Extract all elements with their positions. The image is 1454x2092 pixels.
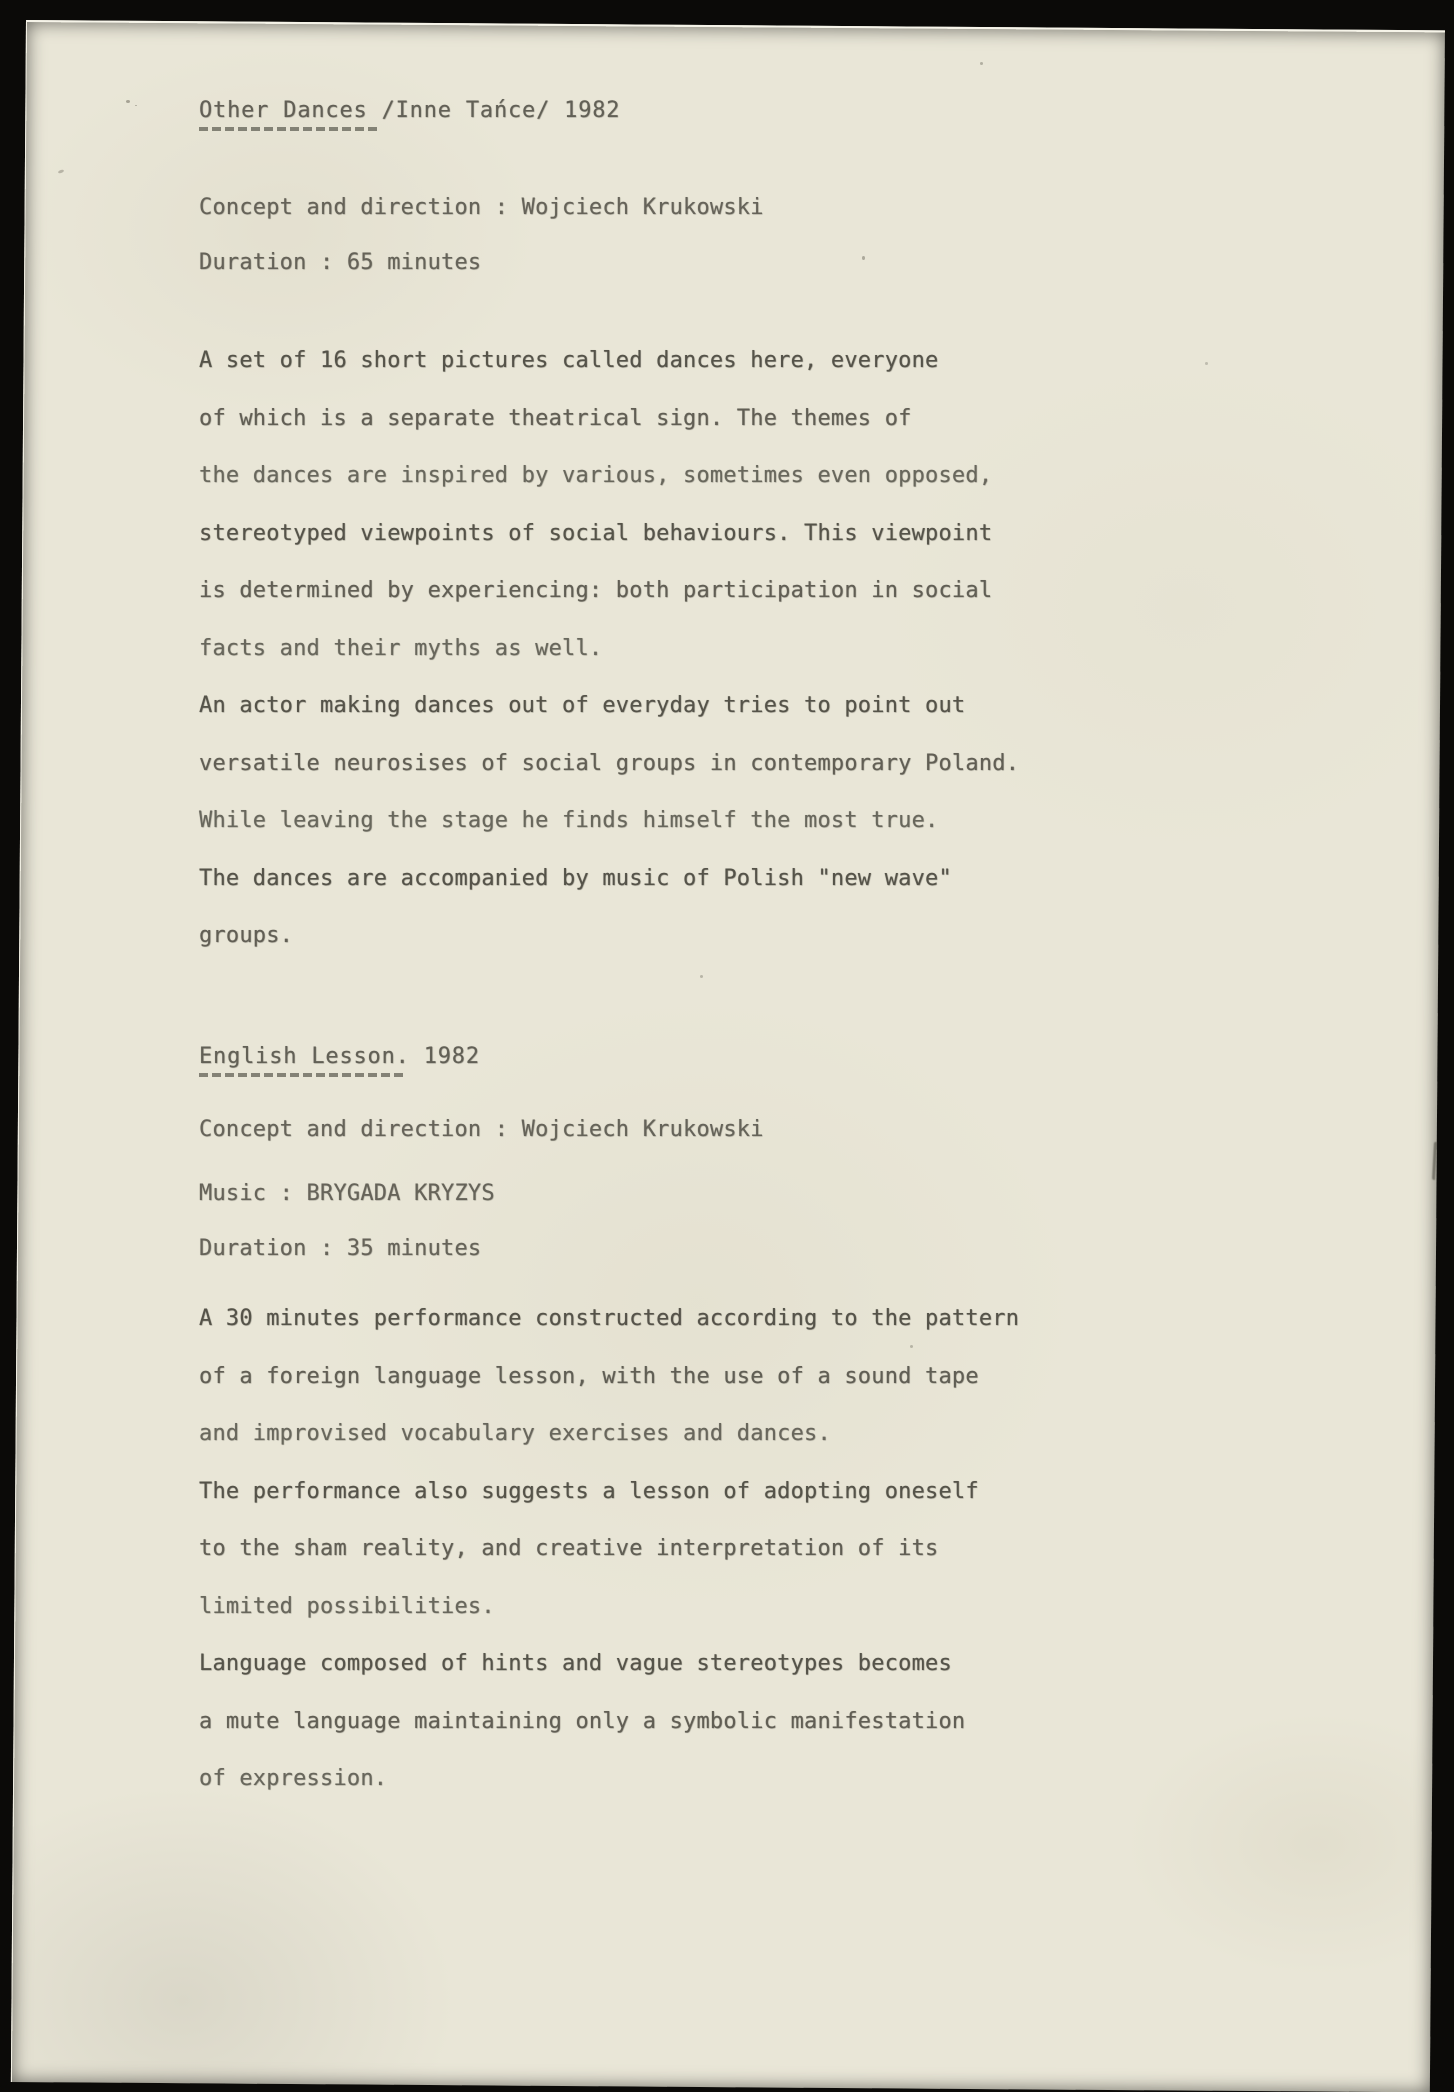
body-line: to the sham reality, and creative interpretation of its: [199, 1536, 939, 1561]
paper-speckle: [910, 1345, 913, 1348]
section-heading-wrap: [199, 96, 1019, 131]
margin-scribble-mark: [1432, 1142, 1442, 1180]
body-line: the dances are inspired by various, sometimes even opposed,: [199, 463, 993, 488]
body-line: A set of 16 short pictures called dances here, everyone: [199, 348, 939, 373]
body-line: groups.: [199, 923, 294, 948]
body-line: of which is a separate theatrical sign. The themes of: [199, 405, 912, 431]
paper-speckle: [700, 975, 703, 978]
meta-line-duration: Duration : 35 minutes: [199, 1236, 482, 1261]
section-title: Other Dances /Inne Tańce/ 1982: [199, 98, 621, 123]
body-line: A 30 minutes performance constructed according to the pattern: [199, 1306, 1020, 1331]
body-line: versatile neurosises of social groups in contemporary Poland.: [199, 750, 1020, 776]
body-line: facts and their myths as well.: [199, 635, 603, 661]
body-line: limited possibilities.: [199, 1593, 495, 1619]
meta-line-concept: Concept and direction : Wojciech Krukowski: [199, 1117, 764, 1142]
paper-speckle: [58, 169, 65, 174]
body-line: and improvised vocabulary exercises and dances.: [199, 1421, 831, 1446]
body-line: stereotyped viewpoints of social behaviours. This viewpoint: [199, 520, 993, 546]
section-english-lesson: [199, 1042, 1019, 1808]
body-line: While leaving the stage he finds himself the most true.: [199, 808, 939, 833]
paper-speckle: [980, 62, 983, 65]
title-underline: [199, 1073, 404, 1077]
section-other-dances: [199, 96, 1019, 965]
section-heading-wrap: [199, 1042, 1019, 1077]
body-line: An actor making dances out of everyday tries to point out: [199, 693, 966, 718]
body-line: a mute language maintaining only a symbolic manifestation: [199, 1708, 966, 1734]
section-body: [199, 332, 1019, 965]
paper-speckle: [126, 100, 130, 103]
body-line: of a foreign language lesson, with the use of a sound tape: [199, 1363, 979, 1389]
title-underline: [199, 127, 379, 131]
paper-speckle: [862, 256, 865, 260]
section-body: [199, 1290, 1019, 1808]
body-line: of expression.: [199, 1766, 388, 1791]
meta-line-music: Music : BRYGADA KRYZYS: [199, 1181, 495, 1206]
body-line: The dances are accompanied by music of Polish "new wave": [199, 865, 952, 891]
meta-line-concept: Concept and direction : Wojciech Krukowski: [199, 195, 764, 220]
body-line: is determined by experiencing: both participation in social: [199, 578, 993, 603]
section-title: English Lesson. 1982: [199, 1044, 480, 1069]
body-line: Language composed of hints and vague stereotypes becomes: [199, 1651, 952, 1676]
meta-line-duration: Duration : 65 minutes: [199, 250, 482, 275]
paper-speckle: [1205, 362, 1208, 365]
body-line: The performance also suggests a lesson of adopting oneself: [199, 1478, 979, 1504]
